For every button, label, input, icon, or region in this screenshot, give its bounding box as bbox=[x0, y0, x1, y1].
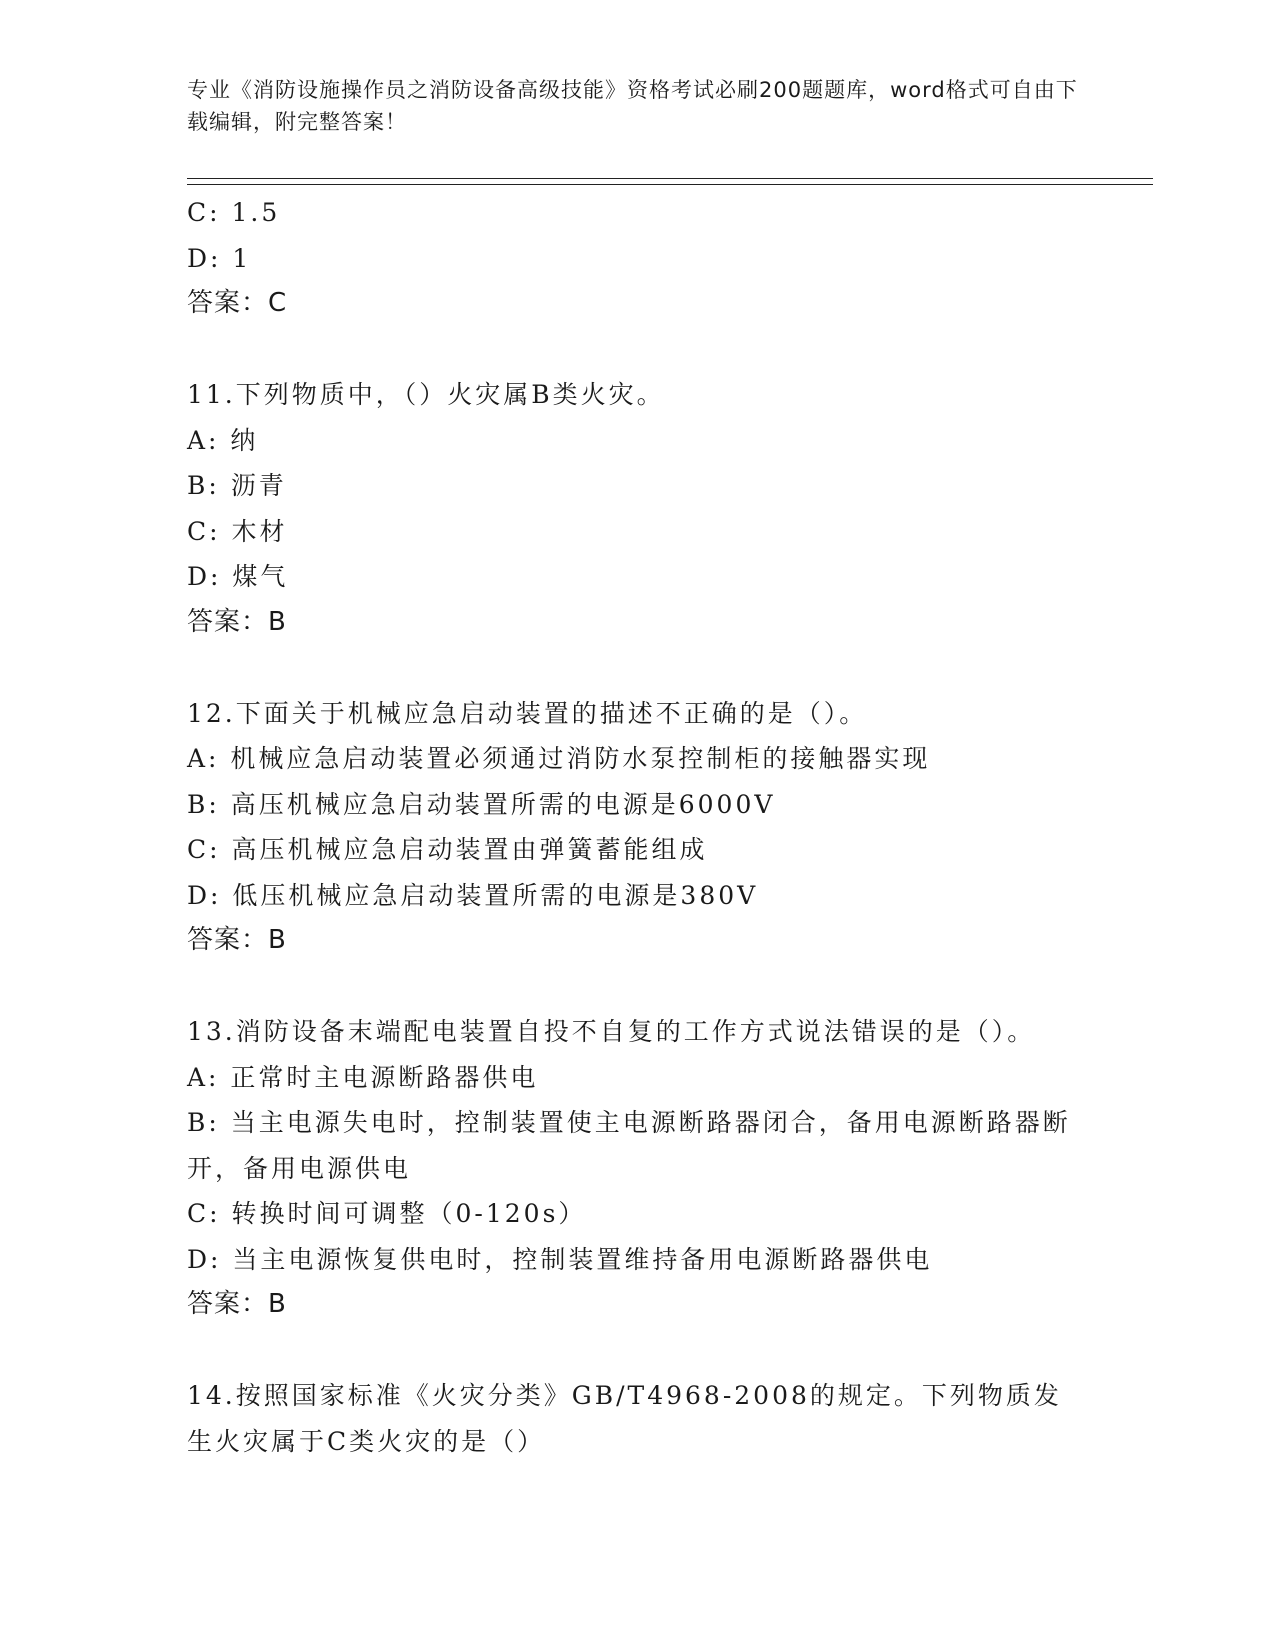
option-d: D: 当主电源恢复供电时，控制装置维持备用电源断路器供电 bbox=[187, 1244, 933, 1274]
spacer bbox=[187, 1328, 1087, 1374]
option-c: C: 转换时间可调整（0-120s） bbox=[187, 1199, 587, 1228]
question-stem: 13.消防设备末端配电装置自投不自复的工作方式说法错误的是（）。 bbox=[187, 1017, 1036, 1046]
option-d: D: 煤气 bbox=[187, 562, 289, 591]
page-header: 专业《消防设施操作员之消防设备高级技能》资格考试必刷200题题库，word格式可自由下载编辑，附完整答案！ bbox=[187, 78, 1078, 134]
header-rule-top bbox=[187, 178, 1153, 179]
answer: 答案：B bbox=[187, 606, 287, 637]
option-a: A: 机械应急启动装置必须通过消防水泵控制柜的接触器实现 bbox=[187, 744, 931, 773]
question-12 bbox=[187, 691, 1087, 964]
spacer bbox=[187, 327, 1087, 373]
option-b: B: 沥青 bbox=[187, 471, 287, 500]
answer: 答案：C bbox=[187, 288, 288, 318]
answer: 答案：B bbox=[187, 925, 287, 955]
option-b: B: 当主电源失电时，控制装置使主电源断路器闭合，备用电源断路器断开，备用电源供电 bbox=[187, 1108, 1071, 1183]
header-rule-bottom bbox=[187, 184, 1153, 185]
option-c: C: 高压机械应急启动装置由弹簧蓄能组成 bbox=[187, 835, 708, 864]
option-c: C: 1.5 bbox=[187, 198, 281, 227]
carryover-question bbox=[187, 190, 1087, 327]
option-a: A: 纳 bbox=[187, 425, 259, 455]
answer: 答案：B bbox=[187, 1289, 287, 1319]
option-a: A: 正常时主电源断路器供电 bbox=[187, 1062, 539, 1092]
option-d: D: 1 bbox=[187, 243, 252, 273]
question-11 bbox=[187, 372, 1087, 645]
question-stem: 11.下列物质中，（）火灾属B类火灾。 bbox=[187, 380, 665, 409]
question-13 bbox=[187, 1009, 1087, 1328]
question-stem: 12.下面关于机械应急启动装置的描述不正确的是（）。 bbox=[187, 698, 868, 728]
question-stem: 14.按照国家标准《火灾分类》GB/T4968-2008的规定。下列物质发生火灾属于C类火灾的是（） bbox=[187, 1381, 1062, 1456]
option-b: B: 高压机械应急启动装置所需的电源是6000V bbox=[187, 789, 776, 819]
spacer bbox=[187, 645, 1087, 691]
question-content bbox=[187, 190, 1087, 1464]
option-c: C: 木材 bbox=[187, 516, 288, 546]
option-d: D: 低压机械应急启动装置所需的电源是380V bbox=[187, 880, 759, 910]
question-14 bbox=[187, 1373, 1087, 1464]
spacer bbox=[187, 964, 1087, 1010]
